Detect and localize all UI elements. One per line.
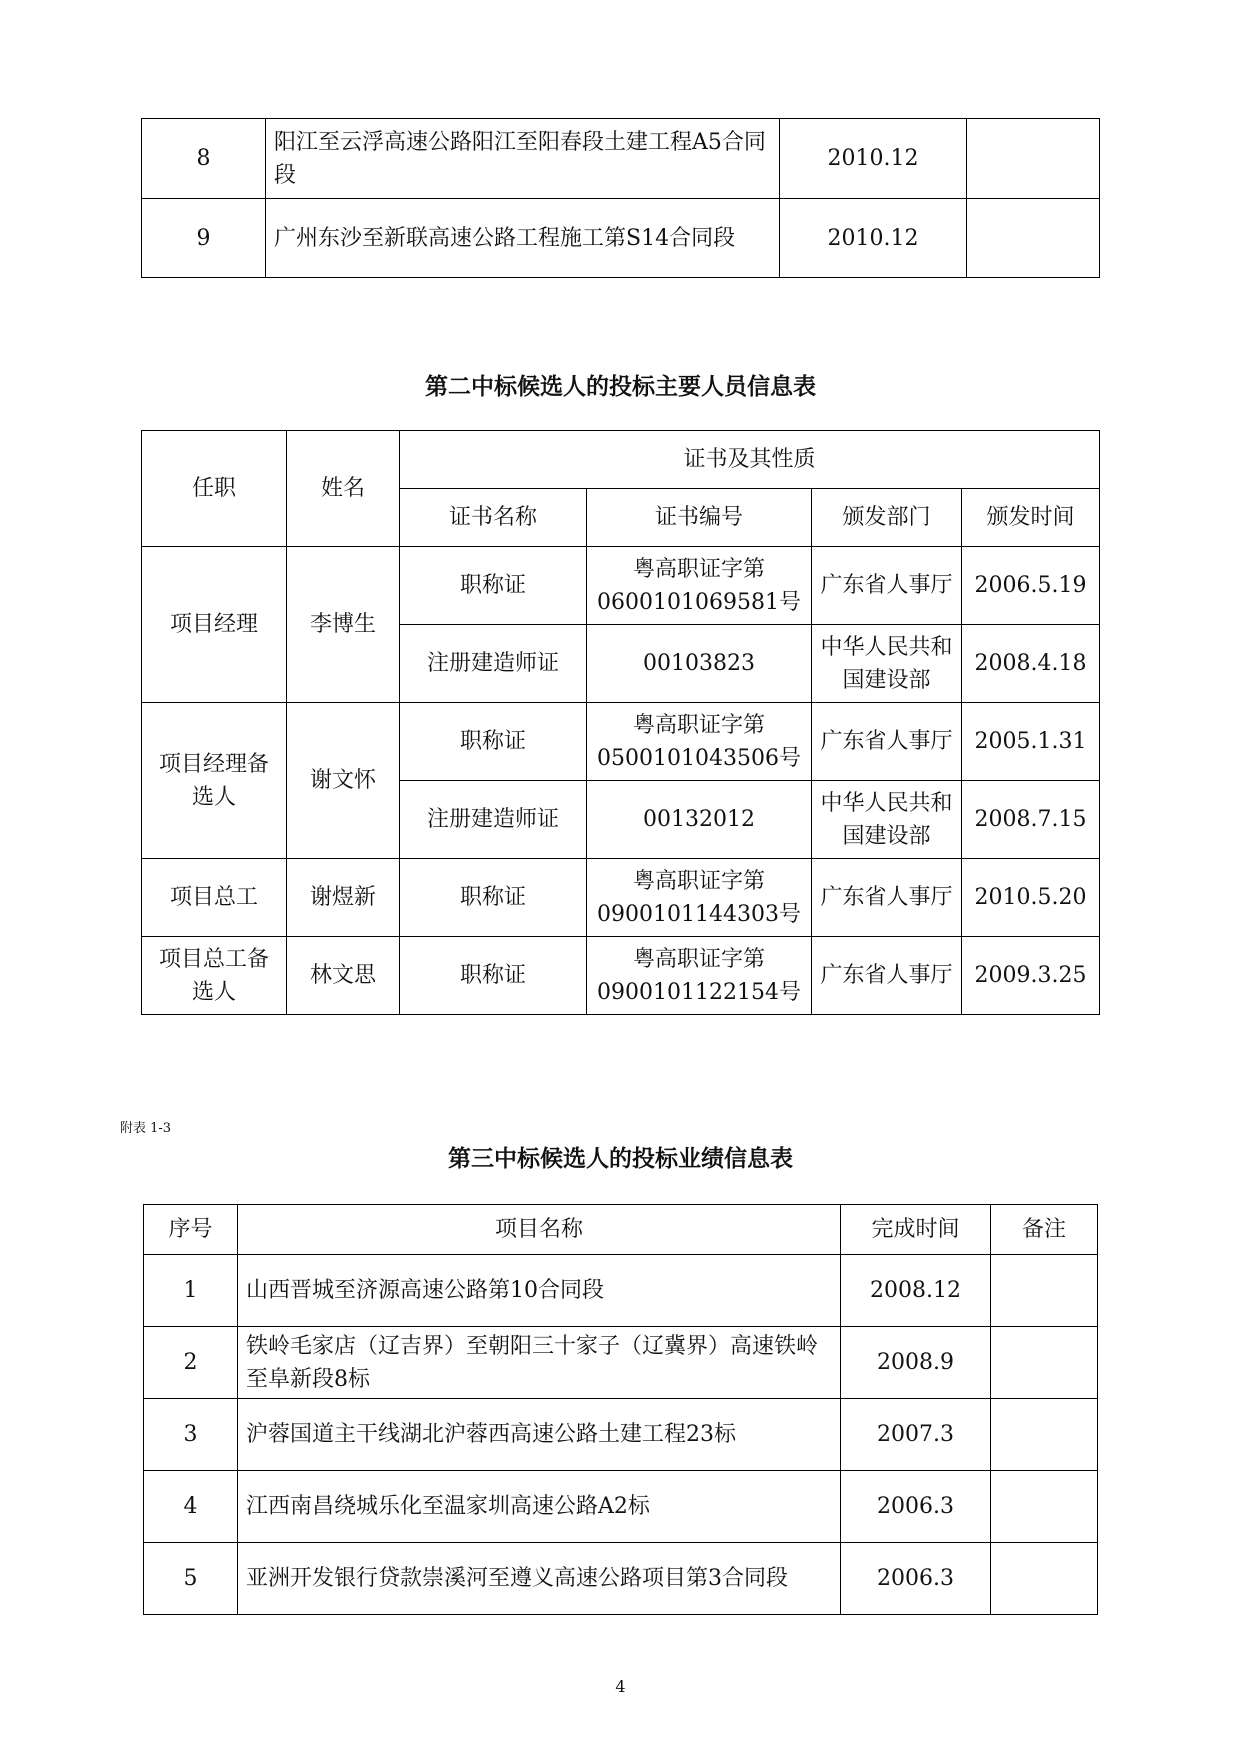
project-name: 铁岭毛家店（辽吉界）至朝阳三十家子（辽冀界）高速铁岭至阜新段8标 xyxy=(238,1327,841,1399)
header-cert-no: 证书编号 xyxy=(587,489,812,547)
table-row xyxy=(144,1471,1098,1543)
row-number: 1 xyxy=(144,1255,238,1327)
completion-time: 2008.9 xyxy=(841,1327,991,1399)
header-cert-name: 证书名称 xyxy=(400,489,587,547)
personnel-table xyxy=(141,430,1100,1015)
issue-date: 2008.4.18 xyxy=(962,625,1100,703)
table-row xyxy=(142,937,1100,1015)
table-row xyxy=(144,1327,1098,1399)
table-header-row xyxy=(144,1205,1098,1255)
header-position: 任职 xyxy=(142,431,287,547)
issuer: 广东省人事厅 xyxy=(812,703,962,781)
completion-time: 2010.12 xyxy=(780,119,967,199)
table-row xyxy=(144,1543,1098,1615)
section3-title: 第三中标候选人的投标业绩信息表 xyxy=(448,1145,793,1172)
row-number: 4 xyxy=(144,1471,238,1543)
row-number: 5 xyxy=(144,1543,238,1615)
project-name: 亚洲开发银行贷款崇溪河至遵义高速公路项目第3合同段 xyxy=(238,1543,841,1615)
cert-no: 00132012 xyxy=(587,781,812,859)
header-name: 姓名 xyxy=(287,431,400,547)
cert-name: 职称证 xyxy=(400,547,587,625)
row-number: 8 xyxy=(142,119,266,199)
cert-no: 粤高职证字第0900101122154号 xyxy=(587,937,812,1015)
header-issuer: 颁发部门 xyxy=(812,489,962,547)
issuer: 中华人民共和国建设部 xyxy=(812,625,962,703)
person-name: 李博生 xyxy=(287,547,400,703)
cert-no: 粤高职证字第0500101043506号 xyxy=(587,703,812,781)
project-name: 阳江至云浮高速公路阳江至阳春段土建工程A5合同段 xyxy=(266,119,780,199)
position: 项目总工备选人 xyxy=(142,937,287,1015)
cert-name: 注册建造师证 xyxy=(400,625,587,703)
project-name: 山西晋城至济源高速公路第10合同段 xyxy=(238,1255,841,1327)
header-issue-date: 颁发时间 xyxy=(962,489,1100,547)
completion-time: 2006.3 xyxy=(841,1471,991,1543)
performance-table xyxy=(143,1204,1098,1615)
header-project-name: 项目名称 xyxy=(238,1205,841,1255)
issuer: 广东省人事厅 xyxy=(812,547,962,625)
cert-no: 00103823 xyxy=(587,625,812,703)
project-name: 江西南昌绕城乐化至温家圳高速公路A2标 xyxy=(238,1471,841,1543)
completion-time: 2010.12 xyxy=(780,199,967,278)
position: 项目总工 xyxy=(142,859,287,937)
issuer: 中华人民共和国建设部 xyxy=(812,781,962,859)
project-name: 沪蓉国道主干线湖北沪蓉西高速公路土建工程23标 xyxy=(238,1399,841,1471)
row-number: 9 xyxy=(142,199,266,278)
issue-date: 2006.5.19 xyxy=(962,547,1100,625)
header-no: 序号 xyxy=(144,1205,238,1255)
completion-time: 2008.12 xyxy=(841,1255,991,1327)
person-name: 林文思 xyxy=(287,937,400,1015)
issue-date: 2005.1.31 xyxy=(962,703,1100,781)
table-row xyxy=(142,119,1100,199)
row-number: 3 xyxy=(144,1399,238,1471)
issue-date: 2008.7.15 xyxy=(962,781,1100,859)
cert-no: 粤高职证字第0600101069581号 xyxy=(587,547,812,625)
table-row xyxy=(144,1255,1098,1327)
remark xyxy=(991,1327,1098,1399)
issue-date: 2009.3.25 xyxy=(962,937,1100,1015)
position: 项目经理备选人 xyxy=(142,703,287,859)
cert-no: 粤高职证字第0900101144303号 xyxy=(587,859,812,937)
position: 项目经理 xyxy=(142,547,287,703)
row-number: 2 xyxy=(144,1327,238,1399)
remark xyxy=(967,119,1100,199)
person-name: 谢文怀 xyxy=(287,703,400,859)
project-name: 广州东沙至新联高速公路工程施工第S14合同段 xyxy=(266,199,780,278)
header-cert-group: 证书及其性质 xyxy=(400,431,1100,489)
remark xyxy=(991,1471,1098,1543)
completion-time: 2007.3 xyxy=(841,1399,991,1471)
issuer: 广东省人事厅 xyxy=(812,937,962,1015)
section2-title: 第二中标候选人的投标主要人员信息表 xyxy=(425,373,816,400)
table-row xyxy=(144,1399,1098,1471)
cert-name: 注册建造师证 xyxy=(400,781,587,859)
remark xyxy=(967,199,1100,278)
issue-date: 2010.5.20 xyxy=(962,859,1100,937)
table-row xyxy=(142,547,1100,625)
table-row xyxy=(142,859,1100,937)
table-row xyxy=(142,703,1100,781)
appendix-label: 附表 1-3 xyxy=(120,1121,172,1136)
header-completion-time: 完成时间 xyxy=(841,1205,991,1255)
header-remark: 备注 xyxy=(991,1205,1098,1255)
remark xyxy=(991,1255,1098,1327)
performance-table-continued xyxy=(141,118,1100,278)
person-name: 谢煜新 xyxy=(287,859,400,937)
issuer: 广东省人事厅 xyxy=(812,859,962,937)
page-number: 4 xyxy=(615,1677,626,1696)
table-row xyxy=(142,199,1100,278)
remark xyxy=(991,1399,1098,1471)
remark xyxy=(991,1543,1098,1615)
cert-name: 职称证 xyxy=(400,703,587,781)
completion-time: 2006.3 xyxy=(841,1543,991,1615)
cert-name: 职称证 xyxy=(400,937,587,1015)
cert-name: 职称证 xyxy=(400,859,587,937)
